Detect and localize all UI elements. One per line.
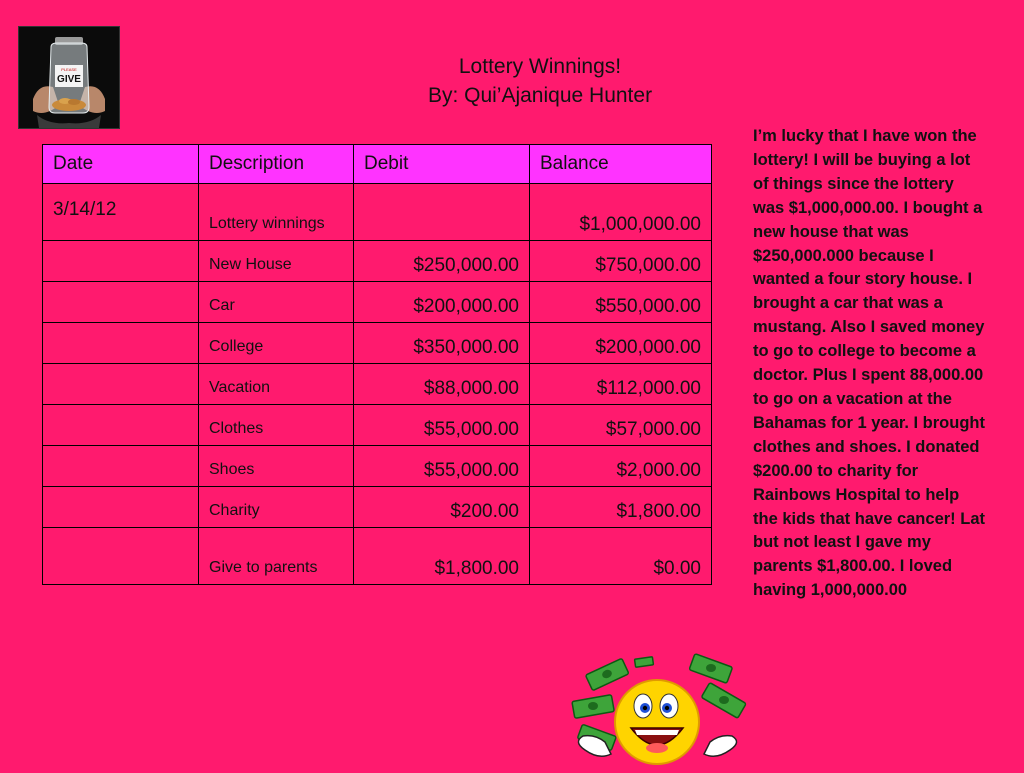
table-row bbox=[43, 405, 712, 446]
description-cell: Charity bbox=[199, 487, 354, 528]
debit-cell: $88,000.00 bbox=[354, 364, 530, 405]
balance-cell: $1,000,000.00 bbox=[530, 184, 712, 241]
ledger-table bbox=[42, 144, 712, 585]
date-cell bbox=[43, 241, 199, 282]
column-header-balance: Balance bbox=[530, 145, 712, 184]
debit-cell: $55,000.00 bbox=[354, 405, 530, 446]
title-text: Lottery Winnings! bbox=[458, 55, 622, 78]
balance-cell: $2,000.00 bbox=[530, 446, 712, 487]
smiley-money-clipart bbox=[565, 650, 750, 768]
author-text: By: Qui’Ajanique Hunter bbox=[427, 84, 653, 107]
debit-cell bbox=[354, 184, 530, 241]
debit-cell: $200.00 bbox=[354, 487, 530, 528]
balance-cell: $112,000.00 bbox=[530, 364, 712, 405]
balance-cell: $200,000.00 bbox=[530, 323, 712, 364]
description-cell: Car bbox=[199, 282, 354, 323]
debit-cell: $250,000.00 bbox=[354, 241, 530, 282]
column-header-date: Date bbox=[43, 145, 199, 184]
description-cell: Vacation bbox=[199, 364, 354, 405]
balance-cell: $1,800.00 bbox=[530, 487, 712, 528]
description-cell: College bbox=[199, 323, 354, 364]
date-cell bbox=[43, 282, 199, 323]
balance-cell: $0.00 bbox=[530, 528, 712, 585]
balance-cell: $57,000.00 bbox=[530, 405, 712, 446]
table-row bbox=[43, 446, 712, 487]
date-cell: 3/14/12 bbox=[43, 184, 199, 241]
debit-cell: $1,800.00 bbox=[354, 528, 530, 585]
description-cell: Give to parents bbox=[199, 528, 354, 585]
svg-text:PLEASE: PLEASE bbox=[61, 67, 77, 72]
description-cell: New House bbox=[199, 241, 354, 282]
date-cell bbox=[43, 487, 199, 528]
column-header-debit: Debit bbox=[354, 145, 530, 184]
table-row bbox=[43, 364, 712, 405]
table-row bbox=[43, 282, 712, 323]
story-paragraph: I’m lucky that I have won the lottery! I will be buying a lot of things since the lottery was $1,000,000.00. I bought a new house that was $250,000.000 because I wanted a four story house. I brought a car that was a mustang. Also I saved money to go to college to become a doctor. Plus I spent 88,000.00 to go on a vacation at the Bahamas for 1 year. I brought clothes and shoes. I donated $200.00 to charity for Rainbows Hospital to help the kids that have cancer! Lat but not least I gave my parents $1,800.00. I loved having 1,000,000.00 bbox=[753, 127, 985, 600]
description-cell: Shoes bbox=[199, 446, 354, 487]
debit-cell: $350,000.00 bbox=[354, 323, 530, 364]
description-cell: Lottery winnings bbox=[199, 184, 354, 241]
description-cell: Clothes bbox=[199, 405, 354, 446]
date-cell bbox=[43, 405, 199, 446]
date-cell bbox=[43, 323, 199, 364]
svg-text:GIVE: GIVE bbox=[57, 74, 81, 85]
table-row bbox=[43, 241, 712, 282]
ledger-header-row bbox=[43, 145, 712, 184]
debit-cell: $200,000.00 bbox=[354, 282, 530, 323]
date-cell bbox=[43, 446, 199, 487]
smiley-money-icon bbox=[565, 650, 750, 768]
column-header-description: Description bbox=[199, 145, 354, 184]
table-row bbox=[43, 528, 712, 585]
balance-cell: $750,000.00 bbox=[530, 241, 712, 282]
debit-cell: $55,000.00 bbox=[354, 446, 530, 487]
date-cell bbox=[43, 528, 199, 585]
table-row bbox=[43, 487, 712, 528]
money-jar-photo bbox=[18, 26, 120, 129]
table-row bbox=[43, 184, 712, 241]
balance-cell: $550,000.00 bbox=[530, 282, 712, 323]
money-jar-icon bbox=[19, 27, 119, 128]
table-row bbox=[43, 323, 712, 364]
date-cell bbox=[43, 364, 199, 405]
page-title bbox=[380, 52, 700, 110]
